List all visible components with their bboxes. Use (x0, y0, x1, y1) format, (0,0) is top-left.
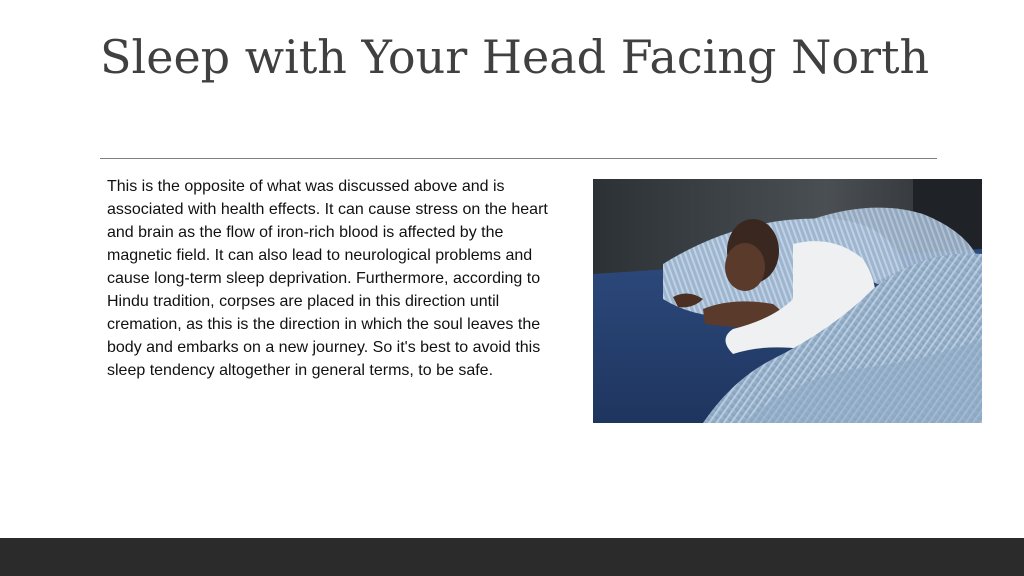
slide-title: Sleep with Your Head Facing North (100, 30, 930, 84)
footer-bar (0, 538, 1024, 576)
sleeping-woman-photo (593, 179, 982, 423)
title-divider (100, 158, 937, 159)
body-paragraph: This is the opposite of what was discussed above and is associated with health effects. It can cause stress on the heart and brain as the flow of iron-rich blood is affected by the magnetic field. It can also lead to neurological problems and cause long-term sleep deprivation. Furthermore, according to Hindu tradition, corpses are placed in this direction until cremation, as this is the direction in which the soul leaves the body and embarks on a new journey. So it's best to avoid this sleep tendency altogether in general terms, to be safe. (107, 178, 548, 379)
